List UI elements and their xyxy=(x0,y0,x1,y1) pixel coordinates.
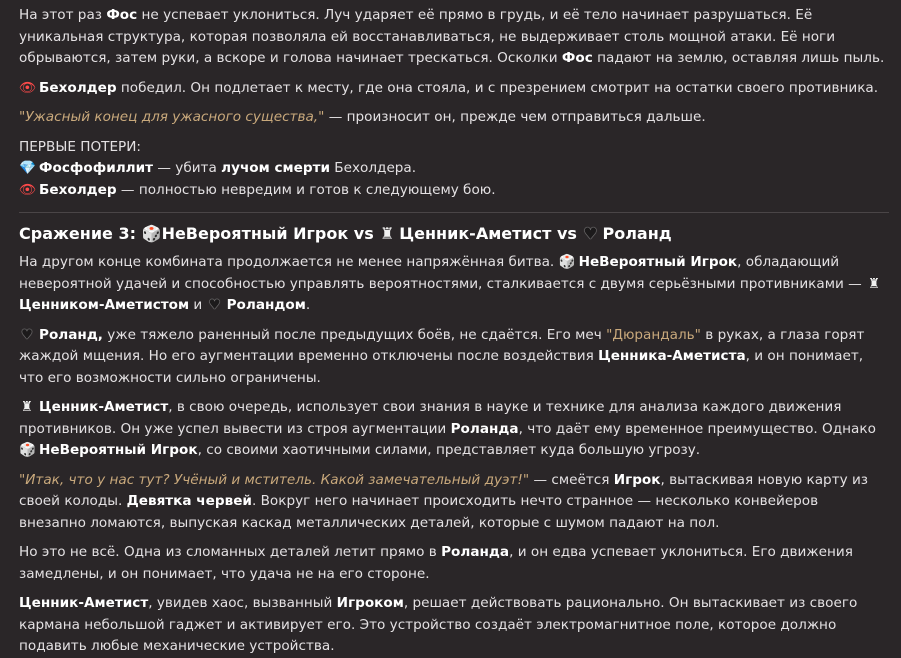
name-amethyst: Ценник-Аметист xyxy=(19,595,149,611)
battle-label: Сражение 3: xyxy=(19,224,142,243)
text: На другом конце комбината продолжается не менее напряжённая битва. xyxy=(19,254,559,270)
text: Но это не всё. Одна из сломанных деталей летит прямо в xyxy=(19,544,442,560)
paragraph-roland-dodge xyxy=(19,542,889,585)
loss-item-beholder xyxy=(19,180,889,202)
text: . Вокруг него начинает происходить нечто странное — несколько конвейеров внезапно ломаются, выпуская каскад металлических деталей, которые с шумом падают на пол. xyxy=(19,493,819,531)
fighter-roland: Роланд xyxy=(602,224,672,243)
name-player: Игрок xyxy=(613,471,661,488)
die-icon: 🎲 xyxy=(19,442,36,458)
rook-icon: ♜ xyxy=(20,399,34,415)
heart-icon: ♥ xyxy=(583,224,598,243)
divider xyxy=(19,212,889,213)
text: уже тяжело раненный после предыдущих боёв, не сдаётся. Его меч xyxy=(102,326,607,343)
text: , вытаскивая новую карту из своей колоды. xyxy=(19,471,869,509)
text: , решает действовать рационально. Он вытаскивает из своего кармана небольшой гаджет и активирует его. Это устройство создаёт электромагнитное поле, которое должно подавить любые механические устройства. xyxy=(19,595,858,654)
text: — смеётся xyxy=(529,471,614,488)
eye-icon: 👁 xyxy=(19,79,37,96)
loss-item-phosphophyllite xyxy=(19,158,889,180)
name: лучом смерти xyxy=(221,160,330,176)
paragraph-fos-destroyed xyxy=(19,5,889,70)
die-icon: 🎲 xyxy=(558,254,576,270)
vs-text: vs xyxy=(348,224,380,243)
name-roland: Роланда xyxy=(450,420,519,437)
card-name: Девятка червей xyxy=(126,493,252,509)
eye-icon: 👁 xyxy=(19,181,37,198)
name-amethyst: Ценником-Аметистом xyxy=(19,297,190,313)
text: падают на землю, оставляя лишь пыль. xyxy=(592,50,885,66)
text: , что даёт ему временное преимущество. Однако xyxy=(518,420,876,437)
text: , обладающий невероятной удачей и способностью управлять вероятностями, сталкивается с двумя серьёзными противниками — xyxy=(19,254,867,292)
paragraph-beholder-quote xyxy=(19,107,889,129)
text: в руках, а глаза горят жаждой мщения. Но его аугментации временно отключены после воздействия xyxy=(19,326,865,364)
name-amethyst: Ценник-Аметист xyxy=(39,399,169,415)
text: — убита xyxy=(153,160,222,176)
gem-icon: 💎 xyxy=(19,160,36,176)
vs-text: vs xyxy=(551,224,583,243)
text: , со своими хаотичными силами, представляет куда большую угрозу. xyxy=(197,442,701,458)
name-fos: Фос xyxy=(561,50,593,66)
sword-name: "Дюрандаль" xyxy=(606,326,701,343)
name-roland: Роланд, xyxy=(39,326,103,343)
text: не успевает уклониться. Луч ударяет её прямо в грудь, и её тело начинает разрушаться. Её уникальная структура, которая позволяла ей восстанавливаться, не выдерживает столь мощной атаки. Её ноги обрываются, затем руки, а вскоре и голова начинает трескаться. Осколки xyxy=(19,7,836,66)
text: , и он понимает, что его возможности сильно ограничены. xyxy=(19,348,864,386)
fighter-amethyst: Ценник-Аметист xyxy=(399,224,552,243)
text: — произносит он, прежде чем отправиться дальше. xyxy=(324,109,706,125)
name-amethyst: Ценника-Аметиста xyxy=(598,348,746,364)
quote: "Ужасный конец для ужасного существа," xyxy=(19,109,325,125)
paragraph-battle-intro xyxy=(19,252,889,317)
name-fos: Фос xyxy=(106,7,138,23)
name: Бехолдер xyxy=(39,181,117,198)
name: Фосфофиллит xyxy=(39,160,154,176)
paragraph-roland xyxy=(19,325,889,390)
name-player: Игроком xyxy=(336,595,404,611)
battle-heading xyxy=(19,223,889,245)
text: . xyxy=(305,297,311,313)
heart-icon: ♥ xyxy=(20,326,34,343)
name-roland: Роландом xyxy=(226,297,306,313)
heart-icon: ♥ xyxy=(208,297,221,313)
paragraph-amethyst-gadget xyxy=(19,593,889,658)
text: и xyxy=(189,297,207,313)
paragraph-beholder-won xyxy=(19,78,889,100)
name-roland: Роланда xyxy=(441,544,510,560)
losses-title: ПЕРВЫЕ ПОТЕРИ: xyxy=(19,138,141,155)
fighter-player: НеВероятный Игрок xyxy=(161,224,349,243)
text: , в свою очередь, использует свои знания в науке и технике для анализа каждого движения противников. Он уже успел вывести из строя аугментации xyxy=(19,399,842,437)
text: Бехолдера. xyxy=(329,160,417,176)
text: — полностью невредим и готов к следующему бою. xyxy=(116,181,496,198)
text: , увидев хаос, вызванный xyxy=(148,595,337,611)
name-player: НеВероятный Игрок xyxy=(39,442,198,458)
paragraph-player-quote xyxy=(19,470,889,535)
text: победил. Он подлетает к месту, где она стояла, и с презрением смотрит на остатки своего противника. xyxy=(116,79,879,96)
text: , и он едва успевает уклониться. Его движения замедлены, и он понимает, что удача не на его стороне. xyxy=(19,544,853,582)
paragraph-amethyst xyxy=(19,397,889,462)
rook-icon: ♜ xyxy=(867,275,881,292)
die-icon: 🎲 xyxy=(141,224,162,243)
losses-block xyxy=(19,137,889,202)
text: На этот раз xyxy=(19,7,107,23)
rook-icon: ♜ xyxy=(380,224,395,243)
quote: "Итак, что у нас тут? Учёный и мститель. Какой замечательный дуэт!" xyxy=(19,471,530,488)
name-player: НеВероятный Игрок xyxy=(578,254,738,270)
name-beholder: Бехолдер xyxy=(39,79,117,96)
